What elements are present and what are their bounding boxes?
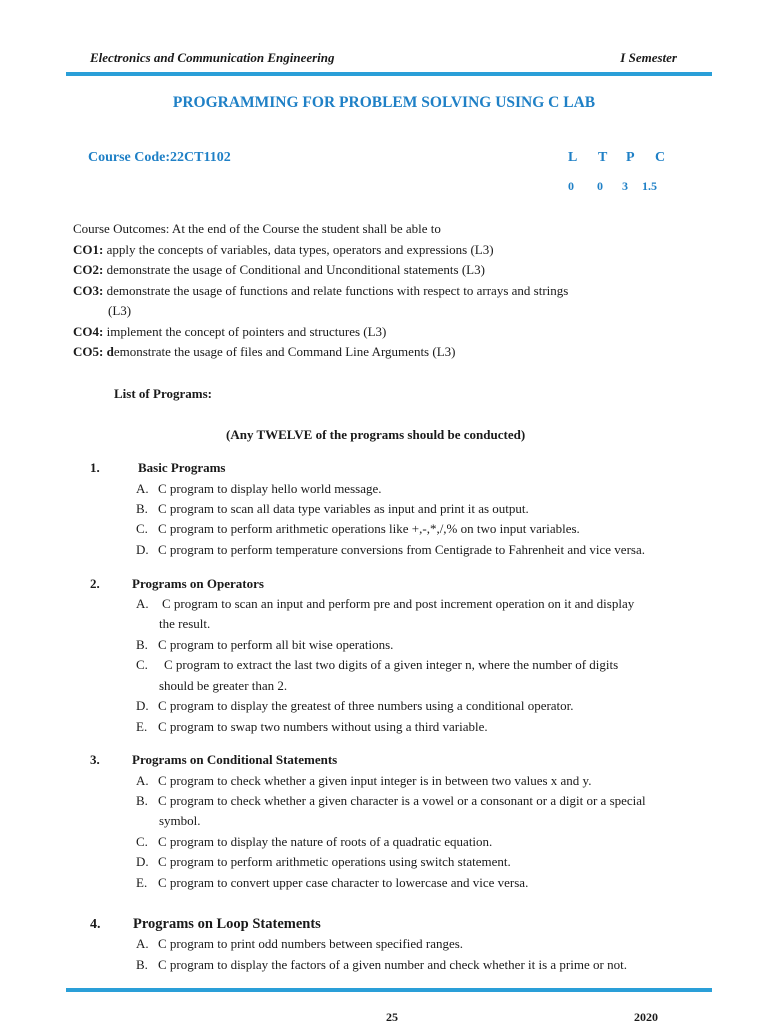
list-item-cont: symbol.	[159, 813, 201, 828]
outcome-co2: CO2: demonstrate the usage of Conditional and Unconditional statements (L3)	[73, 262, 485, 277]
list-item: A. C program to display hello world message.	[136, 481, 382, 496]
list-item: D. C program to perform temperature conversions from Centigrade to Fahrenheit and vice versa.	[136, 542, 645, 557]
list-item: D. C program to display the greatest of three numbers using a conditional operator.	[136, 698, 574, 713]
list-item: A. C program to check whether a given input integer is in between two values x and y.	[136, 773, 592, 788]
outcome-co3-cont: (L3)	[108, 303, 132, 318]
section-4-number: 4.	[90, 917, 101, 932]
list-item: E. C program to convert upper case character to lowercase and vice versa.	[136, 875, 529, 890]
header-rule	[66, 72, 712, 76]
programs-heading: List of Programs:	[114, 386, 212, 401]
outcome-co1: CO1: apply the concepts of variables, data types, operators and expressions (L3)	[73, 241, 494, 257]
list-item-cont: should be greater than 2.	[159, 678, 288, 693]
outcomes-block	[73, 219, 568, 363]
section-2-number: 2.	[90, 576, 100, 591]
list-item: B. C program to scan all data type variables as input and print it as output.	[136, 501, 529, 516]
footer-rule	[66, 988, 712, 992]
ltpc-l-value: 0	[568, 179, 574, 193]
list-item: A. C program to print odd numbers between specified ranges.	[136, 936, 464, 951]
list-item-cont: the result.	[159, 616, 211, 631]
ltpc-t-value: 0	[597, 179, 603, 193]
outcomes-intro: Course Outcomes: At the end of the Course the student shall be able to	[73, 221, 441, 236]
page-number: 25	[386, 1010, 398, 1024]
ltpc-c-value: 1.5	[642, 179, 657, 193]
header-left: Electronics and Communication Engineering	[90, 50, 335, 65]
list-item: B. C program to check whether a given character is a vowel or a consonant or a digit or a special	[136, 793, 646, 808]
header-right: I Semester	[620, 50, 677, 65]
list-item: A. C program to scan an input and perform pre and post increment operation on it and display	[136, 596, 635, 611]
ltpc-c: C	[655, 150, 666, 165]
ltpc-p-value: 3	[622, 179, 628, 193]
ltpc-l: L	[568, 150, 578, 165]
footer-year: 2020	[634, 1010, 658, 1024]
list-item: C. C program to display the nature of roots of a quadratic equation.	[136, 834, 493, 849]
programs-note: (Any TWELVE of the programs should be conducted)	[226, 427, 526, 442]
outcome-co4: CO4: implement the concept of pointers and structures (L3)	[73, 323, 387, 339]
list-item: E. C program to swap two numbers without using a third variable.	[136, 719, 488, 734]
list-item: B. C program to display the factors of a given number and check whether it is a prime or not.	[136, 957, 627, 972]
section-4-title: Programs on Loop Statements	[133, 916, 321, 932]
page-title: PROGRAMMING FOR PROBLEM SOLVING USING C LAB	[172, 94, 596, 111]
section-3-number: 3.	[90, 752, 100, 767]
list-item: C. C program to perform arithmetic operations like +,-,*,/,% on two input variables.	[136, 521, 580, 536]
list-item: C. C program to extract the last two digits of a given integer n, where the number of digits	[136, 657, 619, 672]
section-2-title: Programs on Operators	[132, 576, 264, 591]
ltpc-t: T	[598, 150, 608, 165]
outcome-co5: CO5: demonstrate the usage of files and Command Line Arguments (L3)	[73, 344, 456, 359]
course-code: Course Code:22CT1102	[88, 150, 231, 165]
section-1-title: Basic Programs	[138, 460, 226, 475]
list-item: D. C program to perform arithmetic operations using switch statement.	[136, 854, 511, 869]
section-1-number: 1.	[90, 460, 100, 475]
ltpc-p: P	[626, 150, 635, 165]
list-item: B. C program to perform all bit wise operations.	[136, 637, 394, 652]
outcome-co3: CO3: demonstrate the usage of functions and relate functions with respect to arrays and strings	[73, 282, 569, 298]
section-3-title: Programs on Conditional Statements	[132, 752, 338, 767]
